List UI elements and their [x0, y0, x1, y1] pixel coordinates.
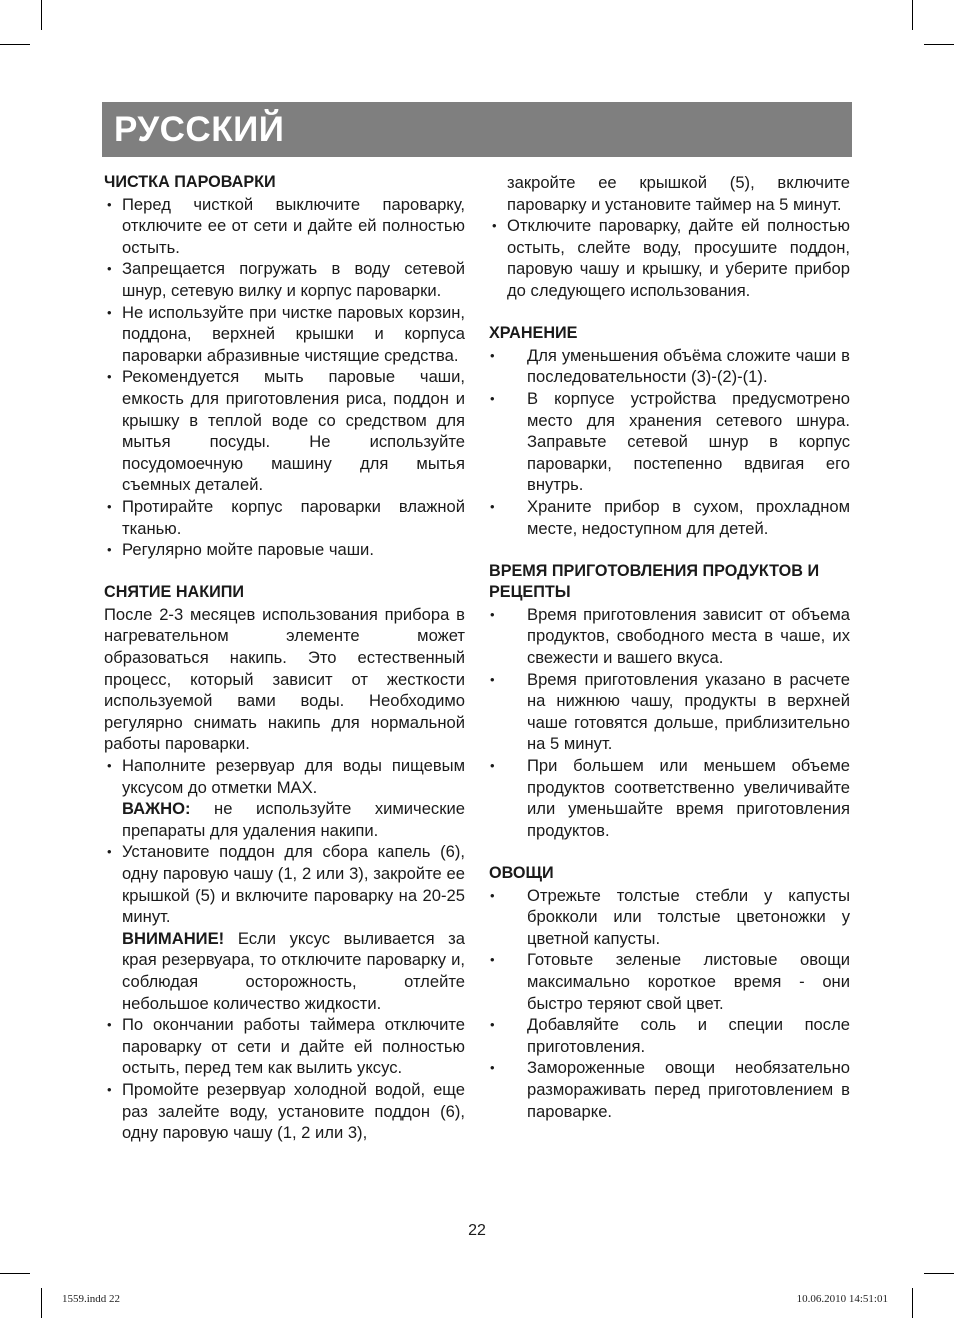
language-title: РУССКИЙ [114, 110, 285, 149]
descaling-list [104, 755, 465, 1144]
crop-mark [41, 1288, 42, 1318]
list-item: • Замороженные овощи необязательно размораживать перед приготовлением в пароварке. [489, 1057, 850, 1122]
list-item: • В корпусе устройства предусмотрено место для хранения сетевого шнура. Заправьте сетевой шнур в корпус пароварки, постепенно вдвигая его внутрь. [489, 388, 850, 496]
list-item [104, 841, 465, 1014]
crop-mark [41, 0, 42, 30]
crop-mark [924, 1273, 954, 1274]
list-item: • Отключите пароварку, дайте ей полностью остыть, слейте воду, просушите поддон, паровую чашу и крышку, и уберите прибор до следующего использования. [489, 215, 850, 301]
list-item-text: Установите поддон для сбора капель (6), одну паровую чашу (1, 2 или 3), закройте ее крышкой (5) и включите пароварку на 20-25 минут. [122, 842, 465, 927]
list-item: • Отрежьте толстые стебли у капусты брокколи или толстые цветоножки у цветной капусты. [489, 885, 850, 950]
list-item: • При большем или меньшем объеме продуктов соответственно увеличивайте или уменьшайте время приготовления продуктов. [489, 755, 850, 841]
section-heading-cooking-time: ВРЕМЯ ПРИГОТОВЛЕНИЯ ПРОДУКТОВ И РЕЦЕПТЫ [489, 561, 820, 602]
list-item: • Время приготовления зависит от объема продуктов, свободного места в чаше, их свежести и вашего вкуса. [489, 604, 850, 669]
section-heading-cleaning: ЧИСТКА ПАРОВАРКИ [104, 173, 276, 191]
cooking-list [489, 604, 850, 842]
page-number: 22 [468, 1222, 486, 1239]
attention-note [122, 928, 465, 1014]
left-column [104, 172, 465, 1144]
list-item: • Не используйте при чистке паровых корзин, поддона, верхней крышки и корпуса пароварки абразивные чистящие средства. [104, 302, 465, 367]
cleaning-list [104, 194, 465, 561]
footer-timestamp: 10.06.2010 14:51:01 [796, 1293, 888, 1305]
list-item: • По окончании работы таймера отключите пароварку от сети и дайте ей полностью остыть, перед тем как вылить уксус. [104, 1014, 465, 1079]
crop-mark [0, 1273, 30, 1274]
list-item: • Протирайте корпус пароварки влажной тканью. [104, 496, 465, 539]
list-item: • Время приготовления указано в расчете на нижнюю чашу, продукты в верхней чаше готовятся дольше, приблизительно на 5 минут. [489, 669, 850, 755]
descaling-intro: После 2-3 месяцев использования прибора в нагревательном элементе может образоваться накипь. Это естественный процесс, который зависит от жесткости используемой вами воды. Необходимо регулярно снимать накипь для нормальной работы пароварки. [104, 604, 465, 754]
list-item: • Храните прибор в сухом, прохладном месте, недоступном для детей. [489, 496, 850, 539]
list-item: • Запрещается погружать в воду сетевой шнур, сетевую вилку и корпус пароварки. [104, 258, 465, 301]
important-label: ВАЖНО: [122, 799, 191, 819]
crop-mark [912, 1288, 913, 1318]
list-item: • Готовьте зеленые листовые овощи максимально короткое время - они быстро теряют свой цвет. [489, 949, 850, 1014]
crop-mark [912, 0, 913, 30]
list-item: • Рекомендуется мыть паровые чаши, емкость для приготовления риса, поддон и крышку в теплой воде со средством для мытья посуды. Не используйте посудомоечную машину для мытья съемных деталей. [104, 366, 465, 496]
descaling-list-continued [489, 215, 850, 301]
language-header-bar [102, 102, 852, 157]
attention-text: Если уксус выливается за края резервуара, то отключите пароварку и, соблюдая осторожность, отлейте небольшое количество жидкости. [122, 928, 465, 1013]
footer-file-info: 1559.indd 22 [62, 1293, 121, 1305]
crop-mark [0, 44, 30, 45]
section-heading-descaling: СНЯТИЕ НАКИПИ [104, 583, 244, 602]
section-heading-vegetables: ОВОЩИ [489, 864, 554, 882]
list-item: • Регулярно мойте паровые чаши. [104, 539, 465, 561]
list-item [104, 755, 465, 841]
list-item-text: Наполните резервуар для воды пищевым уксусом до отметки MAX. [122, 756, 465, 797]
crop-mark [924, 44, 954, 45]
important-note [122, 798, 465, 841]
important-text: не используйте химические препараты для удаления накипи. [122, 799, 465, 840]
vegetables-list [489, 885, 850, 1123]
right-column [489, 172, 850, 1122]
descaling-continuation: закройте ее крышкой (5), включите пароварку и установите таймер на 5 минут. [507, 173, 850, 214]
list-item: • Промойте резервуар холодной водой, еще раз залейте воду, установите поддон (6), одну паровую чашу (1, 2 или 3), [104, 1079, 465, 1144]
list-item: • Добавляйте соль и специи после приготовления. [489, 1014, 850, 1057]
list-item: • Перед чисткой выключите пароварку, отключите ее от сети и дайте ей полностью остыть. [104, 194, 465, 259]
section-heading-storage: ХРАНЕНИЕ [489, 324, 578, 343]
storage-list [489, 345, 850, 539]
attention-label: ВНИМАНИЕ! [122, 928, 225, 948]
list-item: • Для уменьшения объёма сложите чаши в последовательности (3)-(2)-(1). [489, 345, 850, 388]
